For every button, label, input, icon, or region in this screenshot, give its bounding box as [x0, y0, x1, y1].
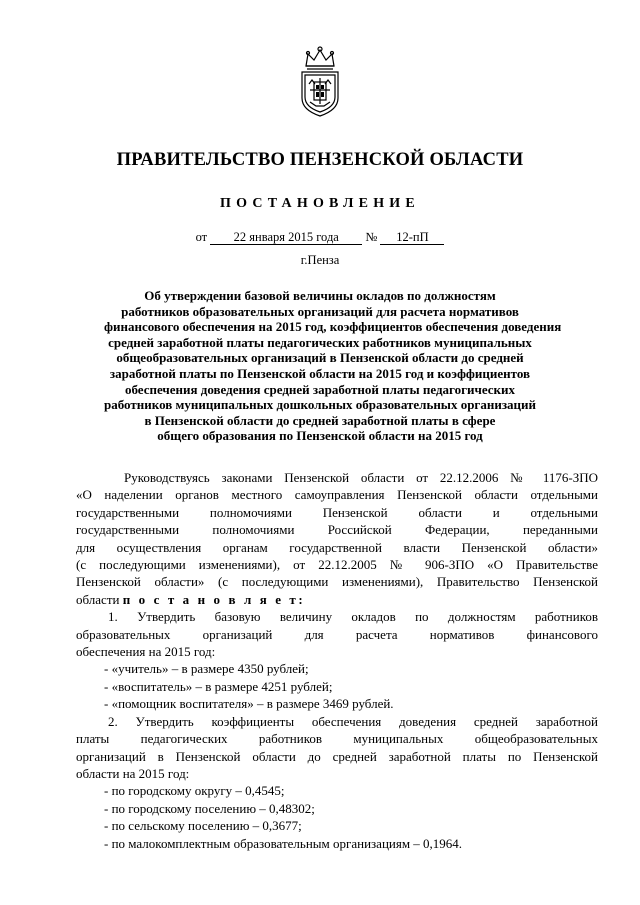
item1-line: 1. Утвердить базовую величину окладов по должностям работников — [108, 609, 598, 625]
number-prefix: № — [365, 230, 378, 244]
item2-line: организаций в Пензенской области до средней заработной платы по Пензенской — [76, 748, 598, 764]
document-subject — [104, 288, 562, 444]
item2-bullet: - по малокомплектным образовательным организациям – 0,1964. — [104, 835, 463, 851]
subject-line: работников муниципальных дошкольных образовательных организаций — [104, 397, 537, 413]
item2-bullet: - по городскому округу – 0,4545; — [104, 783, 285, 799]
subject-line: общеобразовательных организаций в Пензенской области до средней — [116, 350, 524, 366]
preamble-line: для осуществления органам государственной власти Пензенской области» — [76, 539, 598, 555]
subject-line: обеспечения доведения средней заработной платы педагогических — [124, 381, 516, 397]
subject-line: финансового обеспечения на 2015 год, коэффициентов обеспечения доведения — [104, 319, 562, 335]
preamble-line: Руководствуясь законами Пензенской области от 22.12.2006 № 1176-ЗПО — [124, 470, 598, 485]
item1-bullet: - «помощник воспитателя» – в размере 3469 рублей. — [104, 696, 394, 712]
item2-line: платы педагогических работников муниципальных общеобразовательных — [76, 731, 598, 747]
item1-line: образовательных организаций для расчета нормативов финансового — [76, 626, 598, 642]
item2-bullet: - по сельскому поселению – 0,3677; — [104, 818, 302, 834]
document-number: 12-пП — [380, 230, 444, 245]
date-prefix: от — [195, 230, 208, 244]
document-body — [76, 469, 598, 852]
document-date: 22 января 2015 года — [210, 230, 362, 245]
subject-line: работников образовательных организаций для расчета нормативов — [121, 303, 519, 319]
city: г.Пенза — [300, 253, 340, 267]
preamble-line: государственными полномочиями Российской Федерации, переданными — [76, 522, 598, 538]
item2-bullet: - по городскому поселению – 0,48302; — [104, 800, 315, 816]
resolves-prefix: области — [76, 591, 120, 607]
subject-line: Об утверждении базовой величины окладов по должностям — [144, 288, 496, 303]
document-type: ПОСТАНОВЛЕНИЕ — [220, 196, 420, 211]
resolves-line — [76, 591, 598, 608]
subject-line: в Пензенской области до средней заработной платы в сфере — [144, 412, 496, 428]
preamble-line: Пензенской области» (с последующими изменениями), Правительство Пензенской — [76, 574, 598, 590]
resolves-word: п о с т а н о в л я е т: — [122, 591, 306, 607]
government-title: ПРАВИТЕЛЬСТВО ПЕНЗЕНСКОЙ ОБЛАСТИ — [116, 150, 524, 170]
item2-line: 2. Утвердить коэффициенты обеспечения доведения средней заработной — [108, 713, 598, 729]
coat-of-arms-icon — [296, 44, 344, 120]
subject-line: общего образования по Пензенской области на 2015 год — [157, 428, 483, 444]
subject-line: средней заработной платы педагогических работников муниципальных — [108, 334, 532, 350]
item1-bullet: - «воспитатель» – в размере 4251 рублей; — [104, 678, 333, 694]
item2-line: области на 2015 год: — [76, 765, 190, 781]
subject-line: заработной платы по Пензенской области на 2015 год и коэффициентов — [109, 365, 531, 381]
preamble-line: (с последующими изменениями), от 22.12.2005 № 906-ЗПО «О Правительстве — [76, 557, 598, 573]
preamble-line: государственными полномочиями Пензенской области и отдельными — [76, 504, 598, 520]
date-line — [0, 230, 640, 245]
item1-bullet: - «учитель» – в размере 4350 рублей; — [104, 661, 309, 677]
item1-line: обеспечения на 2015 год: — [76, 644, 216, 660]
preamble-line: «О наделении органов местного самоуправления Пензенской области отдельными — [76, 487, 598, 503]
